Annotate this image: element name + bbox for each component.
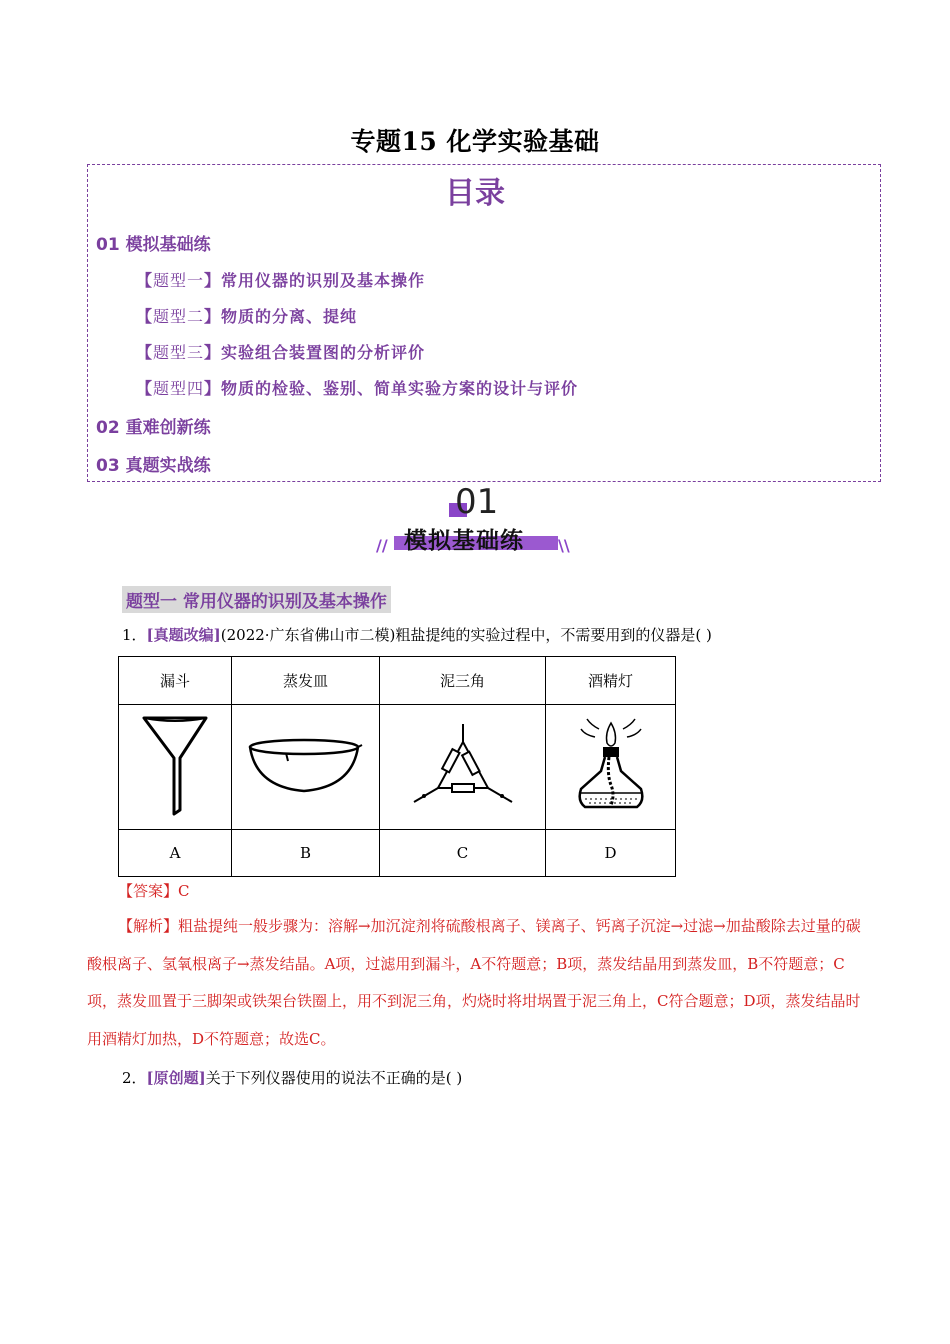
toc-item-type-3[interactable]: 【题型三】实验组合装置图的分析评价 (136, 343, 426, 362)
question-stem: 关于下列仪器使用的说法不正确的是( ) (205, 1069, 463, 1087)
question-2 (122, 1067, 462, 1088)
toc-item-type-4[interactable]: 【题型四】物质的检验、鉴别、简单实验方案的设计与评价 (136, 379, 579, 398)
toc-item-text: 常用仪器的识别及基本操作 (221, 271, 426, 290)
option-label: B (232, 830, 380, 877)
instrument-name: 酒精灯 (546, 657, 676, 705)
alcohol-lamp-image (546, 705, 676, 830)
question-source-tag: [真题改编] (146, 626, 221, 644)
answer-tag: 【答案】 (118, 882, 179, 900)
toc-section-02[interactable]: 02 重难创新练 (96, 418, 211, 438)
toc-item-text: 实验组合装置图的分析评价 (221, 343, 426, 362)
question-number: 2． (122, 1069, 147, 1087)
option-label: A (119, 830, 232, 877)
section-banner-number: 01 (455, 482, 499, 522)
toc-heading: 目录 (445, 176, 505, 211)
analysis-text: 粗盐提纯一般步骤为：溶解→加沉淀剂将硫酸根离子、镁离子、钙离子沉淀→过滤→加盐酸除去过量的碳酸根离子、氢氧根离子→蒸发结晶。A项，过滤用到漏斗，A不符题意；B项，蒸发结晶用到蒸发皿，B不符题意；C项，蒸发皿置于三脚架或铁架台铁圈上，用不到泥三角，灼烧时将坩埚置于泥三角上，C符合题意；D项，蒸发结晶时用酒精灯加热，D不符题意；故选C。 (87, 917, 861, 1048)
toc-item-type-2[interactable]: 【题型二】物质的分离、提纯 (136, 307, 358, 326)
toc-item-tag: 题型二 (153, 307, 205, 326)
question-source-tag: [原创题] (146, 1069, 206, 1087)
question-type-heading: 题型一 常用仪器的识别及基本操作 (122, 586, 391, 613)
funnel-image (119, 705, 232, 830)
toc-item-tag: 题型三 (153, 343, 205, 362)
toc-item-type-1[interactable]: 【题型一】常用仪器的识别及基本操作 (136, 271, 426, 290)
evaporating-dish-image (232, 705, 380, 830)
instrument-name: 泥三角 (380, 657, 546, 705)
toc-item-tag: 题型一 (153, 271, 205, 290)
section-banner-name: 模拟基础练 (404, 528, 524, 554)
analysis-tag: 【解析】 (118, 917, 179, 935)
question-stem: (2022·广东省佛山市二模)粗盐提纯的实验过程中，不需要用到的仪器是( ) (220, 626, 712, 644)
question-number: 1． (122, 626, 147, 644)
toc-item-text: 物质的分离、提纯 (221, 307, 358, 326)
section-banner-slash-right: \\ (558, 536, 570, 555)
instrument-name: 漏斗 (119, 657, 232, 705)
instrument-table (118, 656, 676, 877)
document-title: 专题15 化学实验基础 (350, 127, 600, 156)
toc-item-text: 物质的检验、鉴别、简单实验方案的设计与评价 (221, 379, 579, 398)
answer (118, 880, 190, 901)
option-label: C (380, 830, 546, 877)
analysis (87, 908, 867, 1058)
section-banner-slash-left: // (376, 536, 388, 555)
instrument-name: 蒸发皿 (232, 657, 380, 705)
clay-triangle-image (380, 705, 546, 830)
question-1 (122, 624, 712, 645)
option-label: D (546, 830, 676, 877)
toc-section-01[interactable]: 01 模拟基础练 (96, 235, 211, 255)
answer-value: C (178, 882, 190, 900)
toc-item-tag: 题型四 (153, 379, 205, 398)
toc-section-03[interactable]: 03 真题实战练 (96, 456, 211, 476)
